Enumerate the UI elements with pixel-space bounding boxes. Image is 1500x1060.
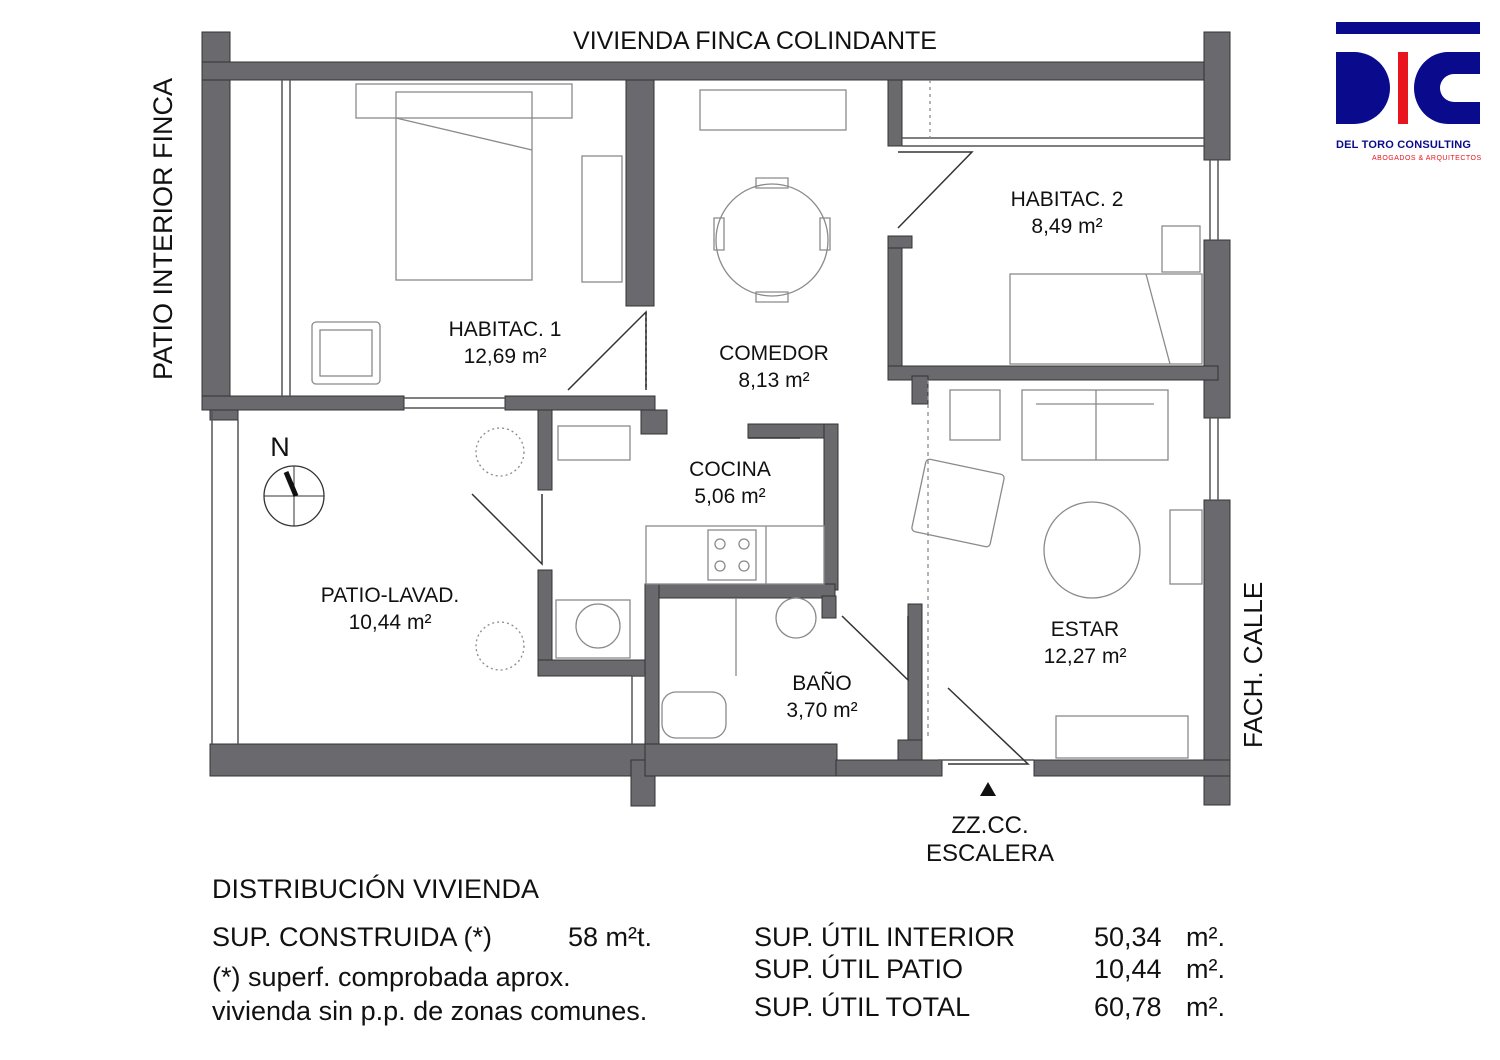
useful-total-value: 60,78 [1094,992,1162,1022]
north-label: N [270,432,290,462]
useful-interior-label: SUP. ÚTIL INTERIOR [754,922,1016,952]
note-line-2: vivienda sin p.p. de zonas comunes. [212,996,648,1026]
room-area: 8,13 m² [738,369,810,392]
useful-patio-value: 10,44 [1094,954,1162,984]
useful-interior-value: 50,34 [1094,922,1162,952]
useful-interior-unit: m². [1186,922,1225,952]
built-area-value: 58 m²t. [568,922,653,952]
room-label-cocina [650,456,810,510]
note-line-1: (*) superf. comprobada aprox. [212,962,571,992]
room-area: 3,70 m² [786,699,858,722]
room-label-habitac-2 [982,186,1152,240]
entrance-label-line-1: ZZ.CC. [951,812,1029,839]
north-compass-icon [264,466,324,526]
logo-name: DEL TORO CONSULTING [1336,139,1472,151]
room-area: 12,27 m² [1043,645,1127,668]
entrance-label [890,812,1090,868]
room-area: 5,06 m² [694,485,766,508]
entrance-arrow-icon [980,782,996,796]
room-name: PATIO-LAVAD. [320,584,460,607]
built-area-label: SUP. CONSTRUIDA (*) [212,922,493,952]
room-area: 10,44 m² [348,611,432,634]
entrance-label-line-2: ESCALERA [925,840,1055,867]
room-area: 12,69 m² [463,345,547,368]
room-name: HABITAC. 2 [1010,188,1124,211]
useful-patio-label: SUP. ÚTIL PATIO [754,954,964,984]
summary-title: DISTRIBUCIÓN VIVIENDA [212,874,540,904]
room-label-patio-lavad [290,582,490,636]
neighbor-label: VIVIENDA FINCA COLINDANTE [573,27,937,55]
room-label-habitac-1 [420,316,590,370]
walls [202,32,1230,806]
logo-tagline: ABOGADOS & ARQUITECTOS [1372,155,1482,162]
patio-interior-label: PATIO INTERIOR FINCA [148,77,178,380]
useful-total-unit: m². [1186,992,1225,1022]
room-name: HABITAC. 1 [448,318,562,341]
room-label-estar [1010,616,1160,670]
room-name: ESTAR [1050,618,1120,641]
useful-patio-unit: m². [1186,954,1225,984]
room-label-comedor [690,340,858,394]
facade-label: FACH. CALLE [1238,581,1268,748]
room-label-bano [752,670,892,724]
room-name: COMEDOR [719,342,829,365]
company-logo [1336,22,1482,134]
room-name: BAÑO [792,672,852,695]
room-area: 8,49 m² [1031,215,1103,238]
useful-total-label: SUP. ÚTIL TOTAL [754,992,971,1022]
room-name: COCINA [689,458,771,481]
